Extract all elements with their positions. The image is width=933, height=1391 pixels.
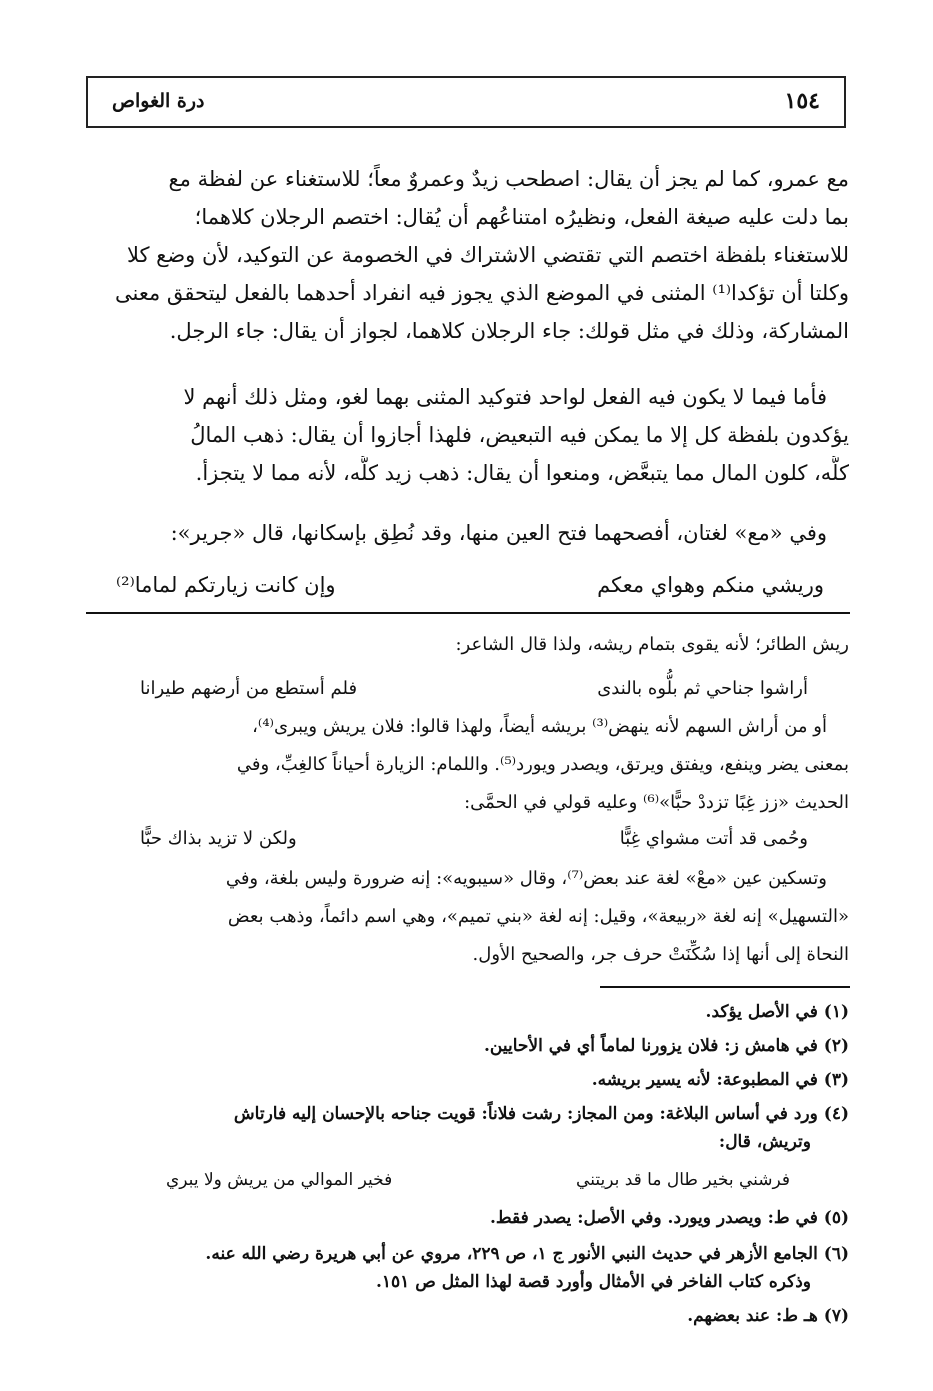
text-line: المشاركة، وذلك في مثل قولك: جاء الرجلان كلاهما، لجواز أن يقال: جاء الرجل. bbox=[169, 319, 849, 343]
footnote-6-continued: وذكره كتاب الفاخر في الأمثال وأورد قصة لهذا المثل ص ١٥١. bbox=[376, 1272, 811, 1292]
verse bbox=[86, 674, 850, 704]
running-title: درة الغواص bbox=[112, 90, 205, 112]
footnote-separator bbox=[600, 986, 850, 988]
separator-line bbox=[86, 612, 850, 614]
footnote-5: (٥) في ط: ويصدر ويورد. وفي الأصل: يصدر فقط. bbox=[489, 1208, 849, 1228]
verse-second-hemistich: ولكن لا تزيد بذاك حبًّا bbox=[140, 828, 297, 849]
verse-first-hemistich: وحُمى قد أتت مشواي غِبًّا bbox=[619, 828, 808, 849]
verse-first-hemistich: وريشي منكم وهواي معكم bbox=[597, 573, 824, 597]
verse-first-hemistich: فرشني بخير طال ما قد بريتني bbox=[576, 1170, 790, 1190]
text-line: ريش الطائر؛ لأنه يقوى بتمام ريشه، ولذا قال الشاعر: bbox=[455, 634, 849, 655]
text-line: كلُّه، كلون المال مما يتبعَّض، ومنعوا أن يقال: ذهب زيد كلُّه، لأنه مما لا يتجزأ. bbox=[195, 461, 849, 485]
footnote-2: (٢) في هامش ز: فلان يزورنا لماماً أي في الأحايين. bbox=[483, 1036, 849, 1056]
text-line: للاستغناء بلفظة اختصم التي تقتضي الاشتراك في الخصومة عن التوكيد، لأن وضع كلا bbox=[126, 243, 849, 267]
text-line: وكلتا أن تؤكدا⁽¹⁾ المثنى في الموضع الذي يجوز فيه انفراد أحدهما بالفعل ليتحقق معنى bbox=[115, 281, 849, 305]
text-line: وفي «مع» لغتان، أفصحهما فتح العين منها، وقد نُطِق بإسكانها، قال «جرير»: bbox=[170, 521, 827, 545]
text-line: الحديث «زز غِبًا تزددْ حبًّا»⁽⁶⁾ وعليه قولي في الحمَّى: bbox=[464, 792, 849, 813]
footnote-verse bbox=[86, 1166, 850, 1194]
verse bbox=[86, 824, 850, 854]
footnote-6: (٦) الجامع الأزهر في حديث النبي الأنور ج ١، ص ٢٢٩، مروي عن أبي هريرة رضي الله عنه. bbox=[205, 1244, 849, 1264]
footnote-7: (٧) هـ ط: عند بعضهم. bbox=[687, 1306, 849, 1326]
footnote-4-continued: وتريش، قال: bbox=[718, 1132, 811, 1152]
verse-second-hemistich: وإن كانت زيارتكم لماما⁽²⁾ bbox=[116, 573, 336, 597]
text-line: النحاة إلى أنها إذا سُكِّنَتْ حرف جر، والصحيح الأول. bbox=[472, 944, 849, 965]
page-header bbox=[86, 76, 846, 128]
text-line: بما دلت عليه صيغة الفعل، ونظيرُه امتناعُهم أن يُقال: اختصم الرجلان كلاهما؛ bbox=[194, 205, 849, 229]
text-line: بمعنى يضر وينفع، ويفتق ويرتق، ويصدر ويورد⁽⁵⁾. واللمام: الزيارة أحياناً كالغِبِّ، وفي bbox=[236, 754, 849, 775]
footnote-1: (١) في الأصل يؤكد. bbox=[705, 1002, 849, 1022]
verse-first-hemistich: أراشوا جناحي ثم بلُّوه بالندى bbox=[597, 678, 808, 699]
footnote-3: (٣) في المطبوعة: لأنه يسير بريشه. bbox=[591, 1070, 849, 1090]
verse-second-hemistich: فخير الموالي من يريش ولا يبري bbox=[166, 1170, 393, 1190]
verse-second-hemistich: فلم أستطع من أرضهم طيرانا bbox=[140, 678, 358, 699]
text-line: وتسكين عين «معْ» لغة عند بعض⁽⁷⁾، وقال «سيبويه»: إنه ضرورة وليس بلغة، وفي bbox=[225, 868, 827, 889]
footnote-4: (٤) ورد في أساس البلاغة: ومن المجاز: رشت فلاناً: قويت جناحه بالإحسان إليه فارتاش bbox=[233, 1104, 849, 1124]
text-line: «التسهيل» إنه لغة «ربيعة»، وقيل: إنه لغة «بني تميم»، وهي اسم دائماً، وذهب بعض bbox=[227, 906, 849, 927]
page-number: ١٥٤ bbox=[784, 88, 820, 114]
text-line: فأما فيما لا يكون فيه الفعل لواحد فتوكيد المثنى بهما لغو، ومثل ذلك أنهم لا bbox=[183, 385, 827, 409]
text-line: يؤكدون بلفظة كل إلا ما يمكن فيه التبعيض، فلهذا أجازوا أن يقال: ذهب المالُ bbox=[190, 423, 849, 447]
verse bbox=[86, 568, 850, 602]
text-line: مع عمرو، كما لم يجز أن يقال: اصطحب زيدٌ وعمروٌ معاً؛ للاستغناء عن لفظة مع bbox=[168, 167, 849, 191]
text-line: أو من أراش السهم لأنه ينهض⁽³⁾ بريشه أيضاً، ولهذا قالوا: فلان يريش ويبرى⁽⁴⁾، bbox=[252, 716, 827, 737]
